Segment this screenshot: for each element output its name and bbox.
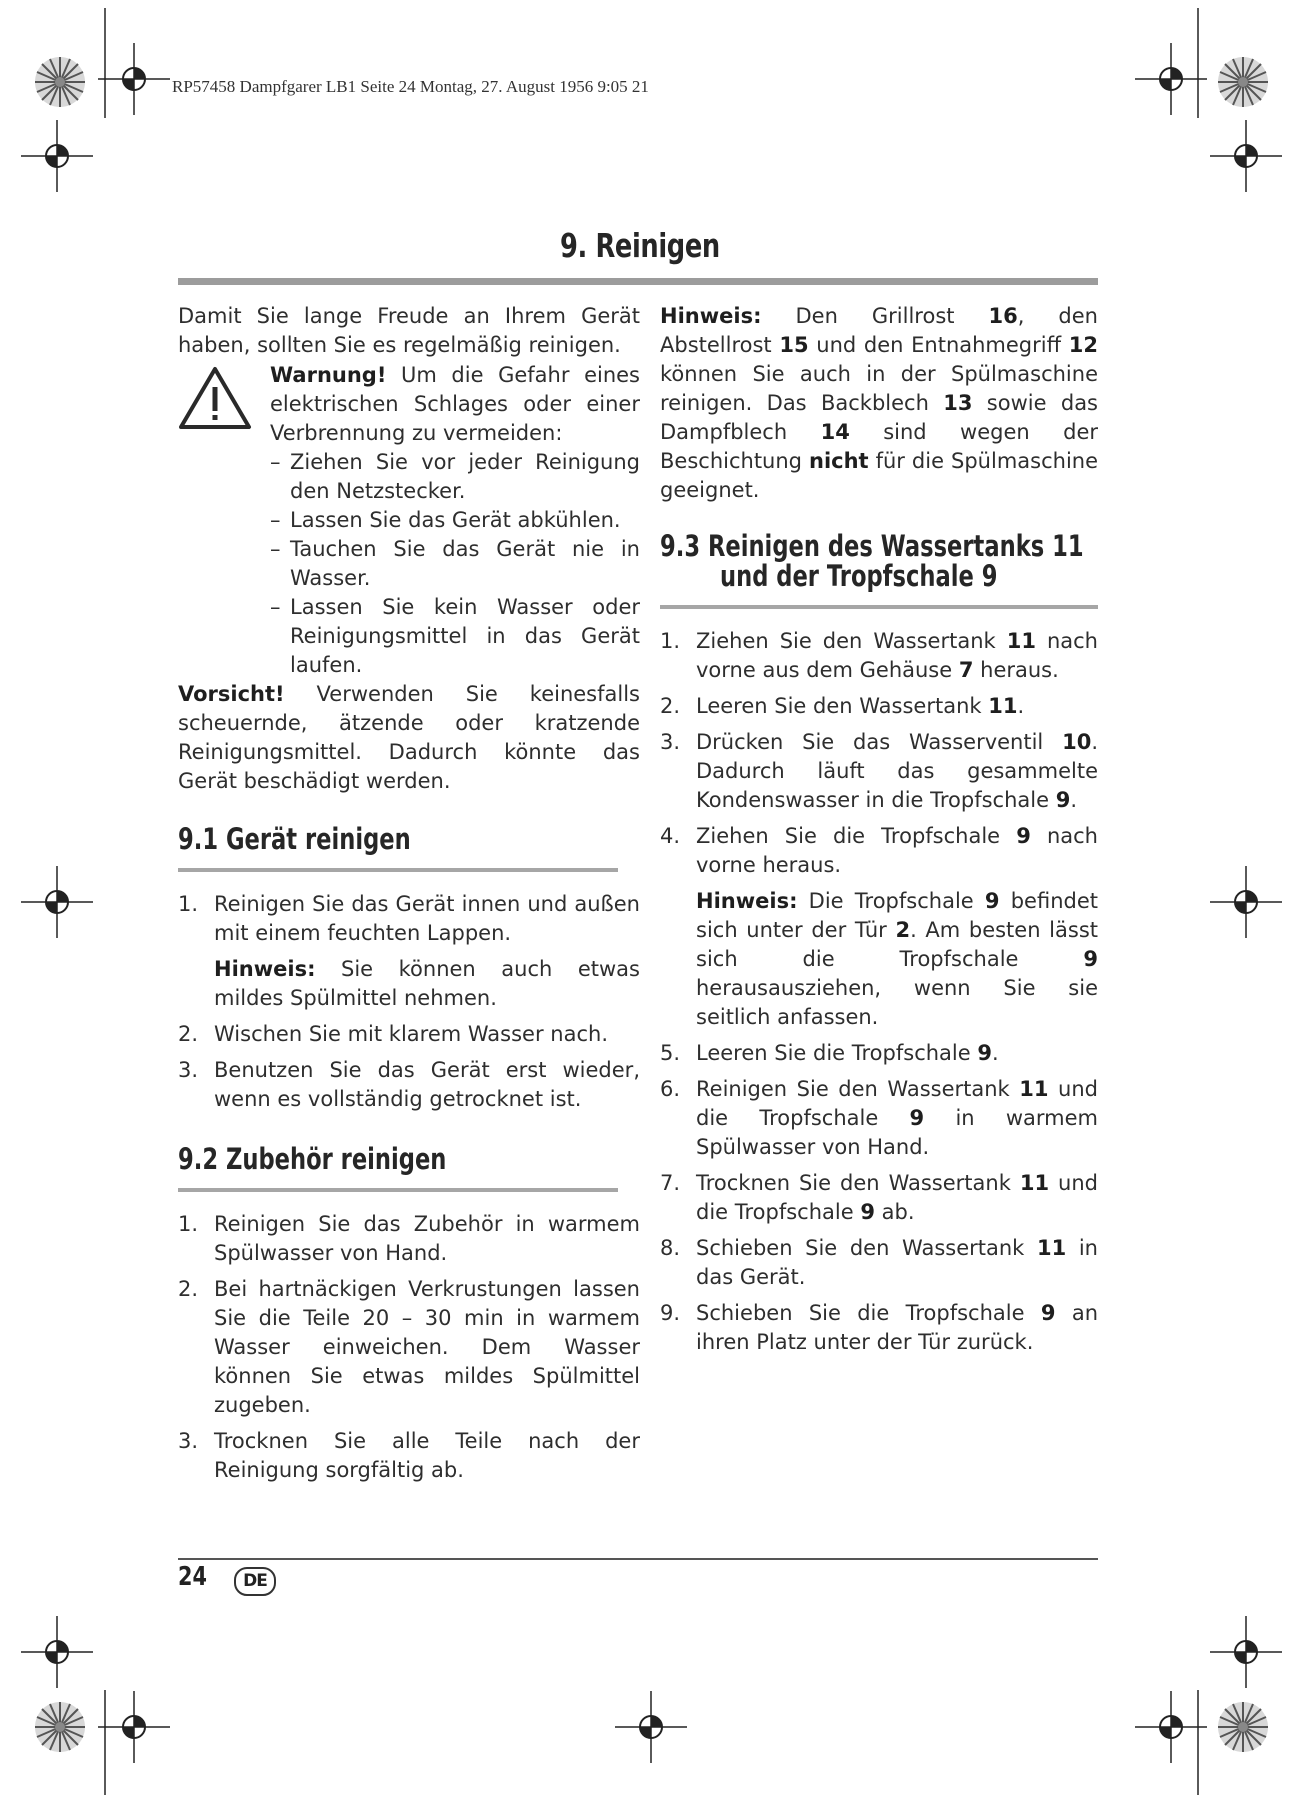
crop-mark [1135, 43, 1207, 115]
caution-text: Vorsicht! Verwenden Sie keinesfalls scheuernde, ätzende oder kratzende Reinigungsmittel. Dadurch könnte das Gerät beschädigt werden. [178, 682, 640, 793]
section-9-2 [178, 1144, 640, 1485]
registration-rosette-tr [1218, 57, 1268, 107]
list-item: 1. Reinigen Sie das Gerät innen und außen mit einem feuchten Lappen. [178, 892, 640, 945]
registration-rosette-br [1218, 1702, 1268, 1752]
crop-mark [1210, 1616, 1282, 1688]
warning-block [178, 361, 640, 680]
language-badge: DE [234, 1567, 276, 1596]
registration-rosette-tl [35, 57, 85, 107]
section-heading: 9.1 Gerät reinigen [178, 822, 411, 856]
list-item: 3. Drücken Sie das Wasserventil 10. Dadurch läuft das gesammelte Kondenswasser in die Tropfschale 9. [660, 730, 1098, 812]
section-9-1 [178, 824, 640, 1114]
list-item: 9. Schieben Sie die Tropfschale 9 an ihren Platz unter der Tür zurück. [660, 1301, 1099, 1354]
crop-mark [98, 43, 170, 115]
crop-mark [615, 1691, 687, 1763]
registration-rosette-bl [35, 1702, 85, 1752]
section-rule [178, 1188, 618, 1192]
list-item: 1. Ziehen Sie den Wassertank 11 nach vorne aus dem Gehäuse 7 heraus. [660, 629, 1098, 682]
crop-mark [1210, 866, 1282, 938]
crop-mark [1210, 120, 1282, 192]
section-heading: 9.3 Reinigen des Wassertanks 11 [660, 529, 1084, 563]
right-column [660, 302, 1098, 1357]
list-item: 1. Reinigen Sie das Zubehör in warmem Spülwasser von Hand. [178, 1212, 640, 1265]
warning-item: – Lassen Sie das Gerät abkühlen. [270, 508, 621, 532]
section-rule [660, 605, 1098, 609]
warning-text: Um die Gefahr eines elektrischen Schlages oder einer Verbrennung zu vermeiden: [270, 363, 640, 445]
section-rule [178, 868, 618, 872]
intro-text: Damit Sie lange Freude an Ihrem Gerät haben, sollten Sie es regelmäßig reinigen. [178, 304, 640, 357]
list-item: 3. Trocknen Sie alle Teile nach der Reinigung sorgfältig ab. [178, 1429, 640, 1482]
warning-label: Warnung! [270, 363, 387, 387]
crop-mark [1135, 1691, 1207, 1763]
list-item: 2. Leeren Sie den Wassertank 11. [660, 694, 1025, 718]
crop-mark [21, 1616, 93, 1688]
warning-triangle-icon [178, 365, 252, 431]
crop-mark [21, 866, 93, 938]
list-item: 7. Trocknen Sie den Wassertank 11 und die Tropfschale 9 ab. [660, 1171, 1098, 1224]
list-item: 2. Wischen Sie mit klarem Wasser nach. [178, 1022, 608, 1046]
page-number: 24 [178, 1562, 207, 1592]
hint-note: Hinweis: Die Tropfschale 9 befindet sich unter der Tür 2. Am besten lässt sich die Tropfschale 9 herausausziehen, wenn Sie sie seitlich anfassen. [696, 889, 1099, 1029]
warning-item: – Lassen Sie kein Wasser oder Reinigungsmittel in das Gerät laufen. [270, 595, 640, 677]
print-slug: RP57458 Dampfgarer LB1 Seite 24 Montag, 27. August 1956 9:05 21 [172, 77, 649, 96]
list-item: 4. Ziehen Sie die Tropfschale 9 nach vorne heraus. [660, 824, 1098, 877]
hint-note: Hinweis: Den Grillrost 16, den Abstellrost 15 und den Entnahmegriff 12 können Sie auch in der Spülmaschine reinigen. Das Backblech 13 sowie das Dampfblech 14 sind wegen der Beschichtung nicht für die Spülmaschine geeignet. [660, 304, 1099, 502]
crop-mark [98, 1691, 170, 1763]
page-title: 9. Reinigen [560, 226, 720, 265]
section-9-3 [660, 531, 1098, 1357]
section-heading-cont: und der Tropfschale 9 [720, 559, 998, 593]
footer-rule [178, 1558, 1098, 1560]
list-item: 2. Bei hartnäckigen Verkrustungen lassen Sie die Teile 20 – 30 min in warmem Wasser einweichen. Dem Wasser können Sie etwas mildes Spülmittel zugeben. [178, 1277, 640, 1417]
list-item: 3. Benutzen Sie das Gerät erst wieder, wenn es vollständig getrocknet ist. [178, 1058, 640, 1111]
left-column [178, 302, 640, 1485]
section-heading: 9.2 Zubehör reinigen [178, 1142, 447, 1176]
list-item: 5. Leeren Sie die Tropfschale 9. [660, 1041, 999, 1065]
list-item: 6. Reinigen Sie den Wassertank 11 und die Tropfschale 9 in warmem Spülwasser von Hand. [660, 1077, 1099, 1159]
title-rule [178, 278, 1098, 285]
hint-note: Hinweis: Sie können auch etwas mildes Spülmittel nehmen. [214, 957, 640, 1010]
list-item: 8. Schieben Sie den Wassertank 11 in das Gerät. [660, 1236, 1098, 1289]
warning-item: – Ziehen Sie vor jeder Reinigung den Netzstecker. [270, 450, 640, 503]
warning-item: – Tauchen Sie das Gerät nie in Wasser. [270, 537, 640, 590]
crop-mark [21, 120, 93, 192]
